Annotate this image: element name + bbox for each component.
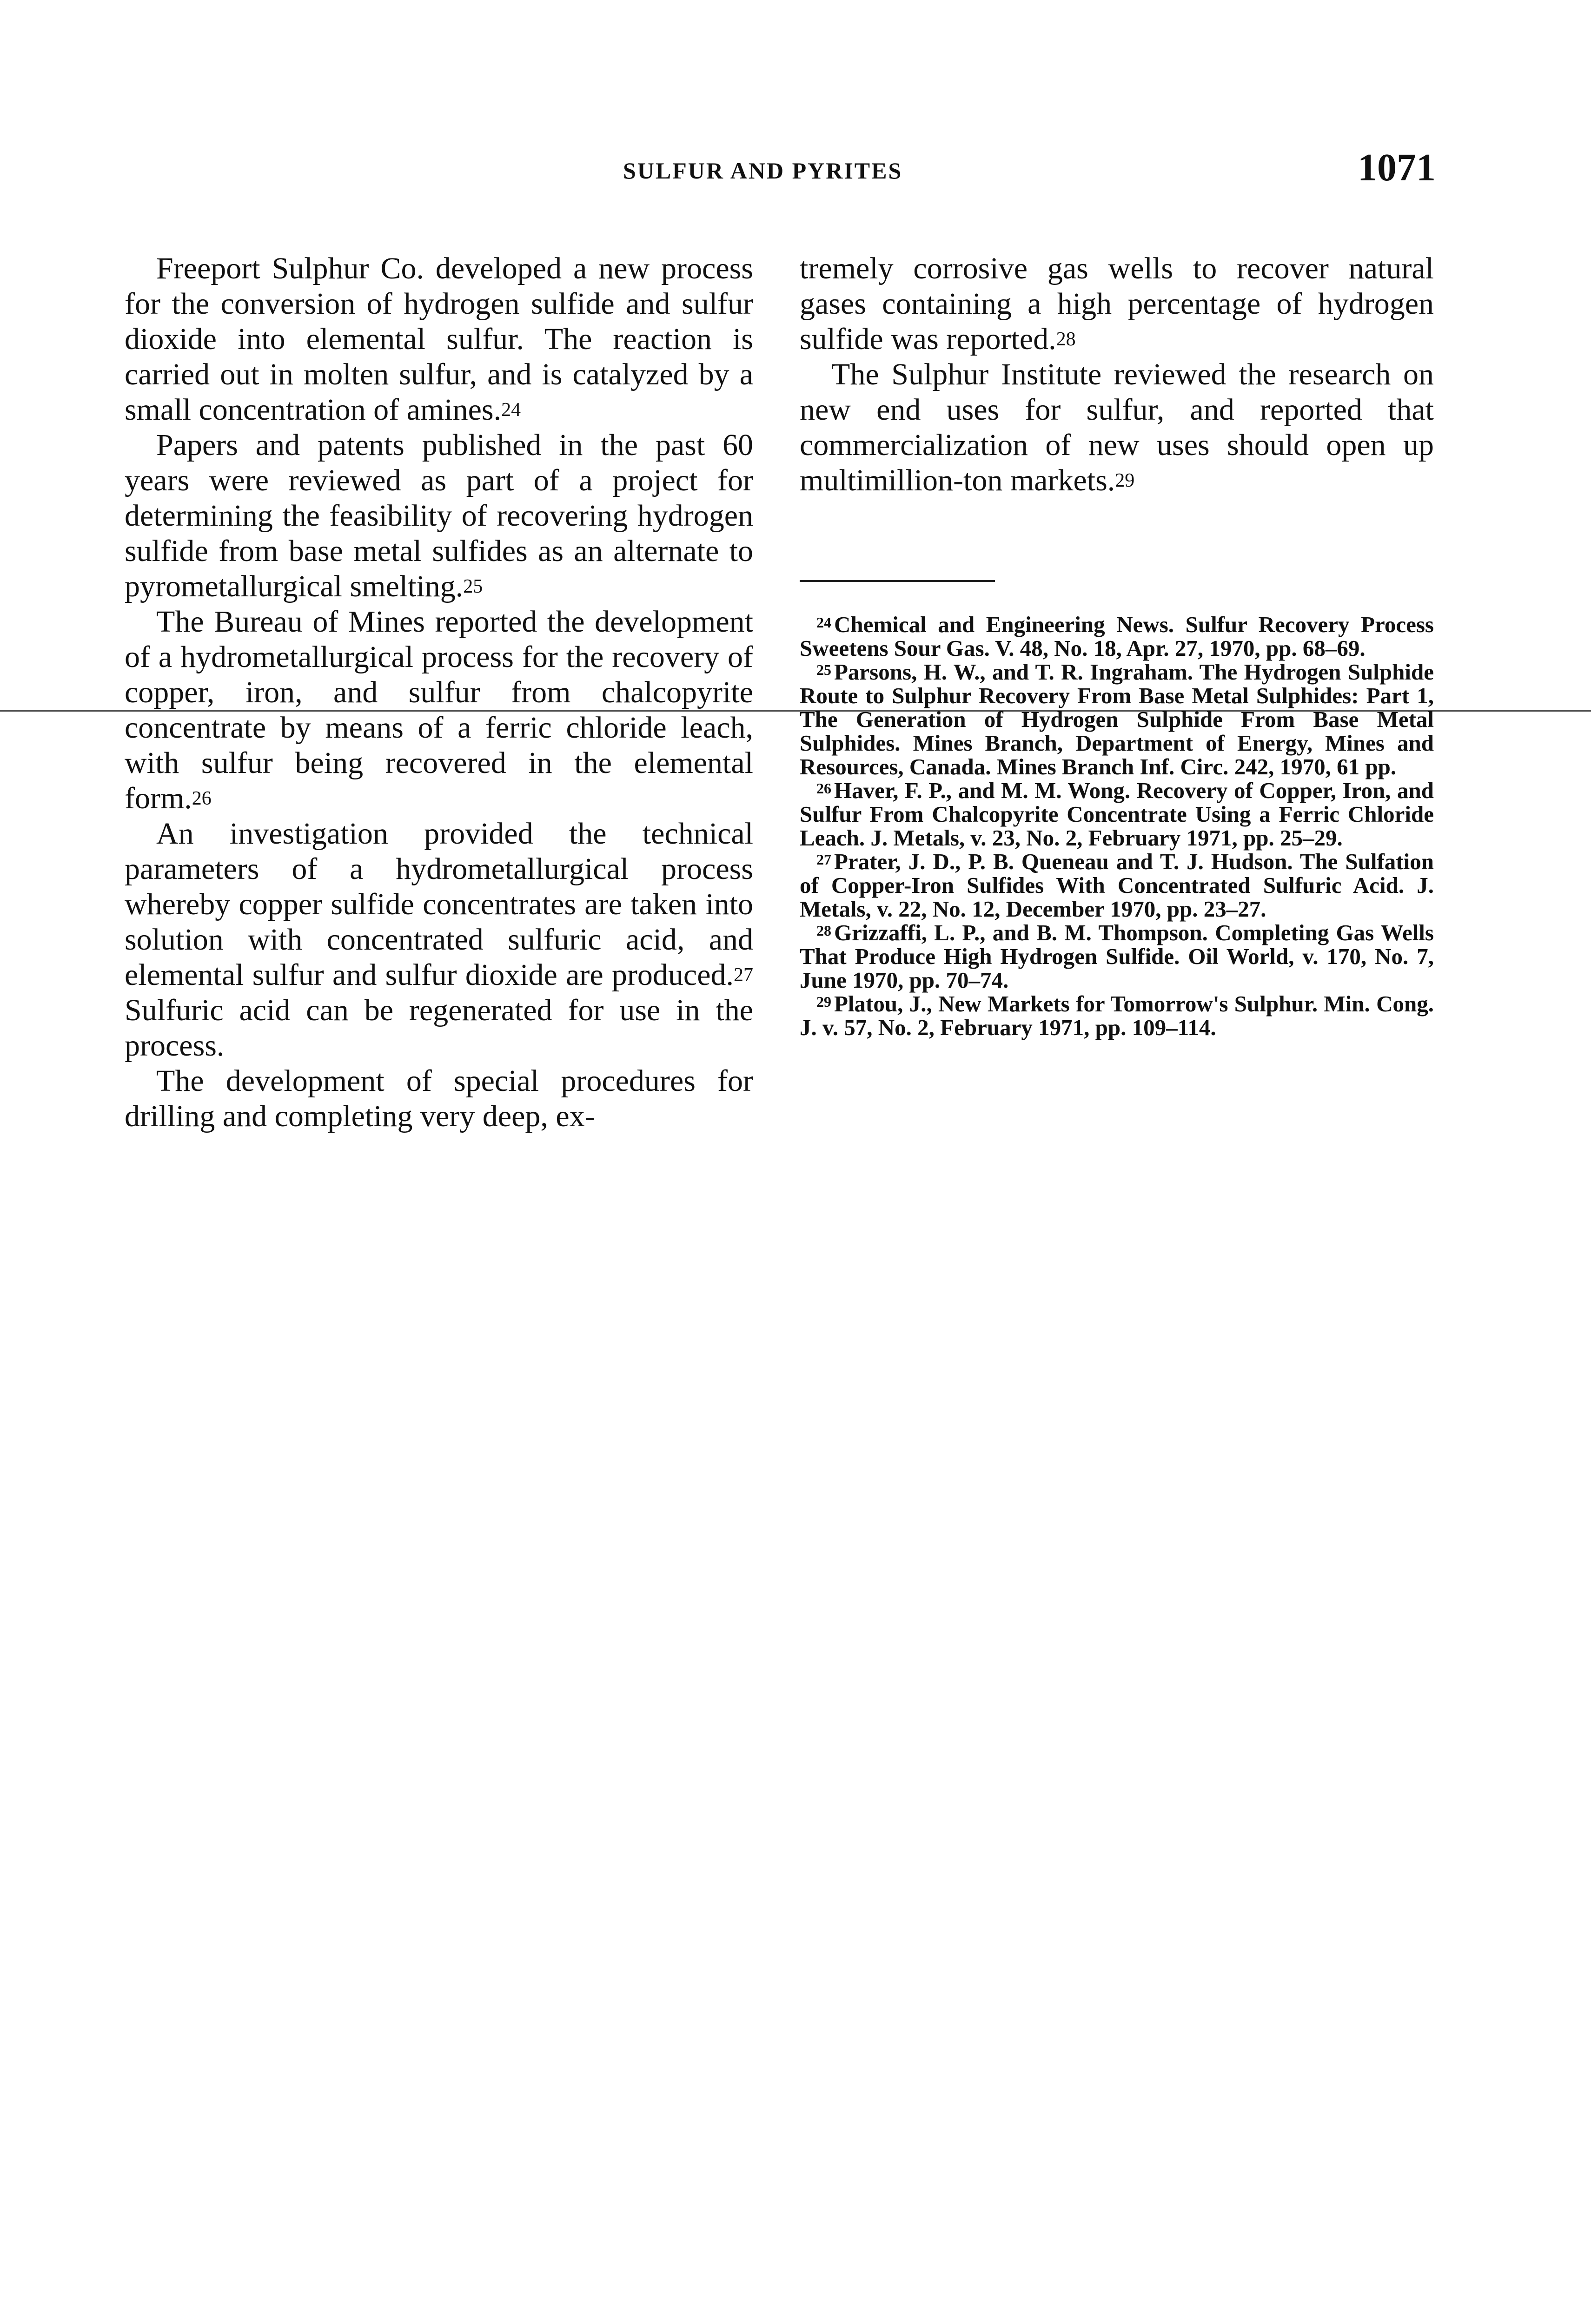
footnote-ref: 27 (734, 964, 753, 986)
footnote-number: 26 (816, 780, 831, 797)
paragraph-text: The Sulphur Institute reviewed the research on new end uses for sulfur, and reported that commercialization of new uses should open up multimillion-ton markets. (800, 357, 1434, 497)
footnotes (800, 613, 1434, 1039)
paragraph-drilling (125, 1063, 753, 1134)
footnote-number: 25 (816, 661, 831, 678)
footnote-text: Platou, J., New Markets for Tomorrow's Sulphur. Min. Cong. J. v. 57, No. 2, February 1971, pp. 109–114. (800, 991, 1434, 1040)
footnote-27 (800, 850, 1434, 921)
footnote-ref: 29 (1115, 470, 1135, 491)
paragraph-sulphur-institute (800, 357, 1434, 498)
footnote-rule (800, 580, 995, 582)
paragraph-text: Papers and patents published in the past 60 years were reviewed as part of a project for determining the feasibility of recovering hydrogen sulfide from base metal sulfides as an alternate to pyrometallurgical smelting. (125, 428, 753, 603)
footnote-ref: 24 (501, 399, 521, 421)
footnote-text: Grizzaffi, L. P., and B. M. Thompson. Completing Gas Wells That Produce High Hydrogen Sulfide. Oil World, v. 170, No. 7, June 1970, pp. 70–74. (800, 920, 1434, 993)
right-column (800, 251, 1434, 498)
footnote-ref: 28 (1056, 329, 1076, 350)
footnote-ref: 25 (463, 576, 483, 597)
page-number: 1071 (1358, 146, 1436, 189)
paragraph-gas-wells (800, 251, 1434, 357)
paragraph-freeport (125, 251, 753, 428)
paragraph-investigation (125, 816, 753, 1063)
footnote-text: Prater, J. D., P. B. Queneau and T. J. Hudson. The Sulfation of Copper-Iron Sulfides With Concentrated Sulfuric Acid. J. Metals, v. 22, No. 12, December 1970, pp. 23–27. (800, 849, 1434, 922)
footnote-text: Parsons, H. W., and T. R. Ingraham. The Hydrogen Sulphide Route to Sulphur Recovery From Base Metal Sulphides: Part 1, The Generation of Hydrogen Sulphide From Base Metal Sulphides. Mines Branch, Department of Energy, Mines and Resources, Canada. Mines Branch Inf. Circ. 242, 1970, 61 pp. (800, 659, 1434, 779)
footnote-24 (800, 613, 1434, 660)
footnote-28 (800, 921, 1434, 992)
running-head: SULFUR AND PYRITES (623, 158, 903, 184)
footnote-number: 27 (816, 851, 831, 868)
footnote-text: Haver, F. P., and M. M. Wong. Recovery of Copper, Iron, and Sulfur From Chalcopyrite Concentrate Using a Ferric Chloride Leach. J. Metals, v. 23, No. 2, February 1971, pp. 25–29. (800, 778, 1434, 851)
paragraph-text: tremely corrosive gas wells to recover natural gases containing a high percentage of hydrogen sulfide was reported. (800, 251, 1434, 356)
paragraph-text: The Bureau of Mines reported the development of a hydrometallurgical process for the recovery of copper, iron, and sulfur from chalcopyrite concentrate by means of a ferric chloride leach, with sulfur being recovered in the elemental form. (125, 605, 753, 815)
paragraph-text: An investigation provided the technical parameters of a hydrometallurgical process whereby copper sulfide concentrates are taken into solution with concentrated sulfuric acid, and elemental sulfur and sulfur dioxide are produced. (125, 817, 753, 992)
footnote-29 (800, 992, 1434, 1039)
paragraph-text: Freeport Sulphur Co. developed a new process for the conversion of hydrogen sulfide and sulfur dioxide into elemental sulfur. The reaction is carried out in molten sulfur, and is catalyzed by a small concentration of amines. (125, 251, 753, 427)
footnote-ref: 26 (192, 788, 212, 809)
footnote-number: 28 (816, 922, 831, 939)
footnote-number: 24 (816, 614, 831, 631)
paragraph-papers-patents (125, 428, 753, 604)
footnote-26 (800, 779, 1434, 850)
footnote-25 (800, 660, 1434, 779)
footnote-number: 29 (816, 993, 831, 1010)
paragraph-text: Sulfuric acid can be regenerated for use in the process. (125, 993, 753, 1063)
paragraph-text: The development of special procedures for drilling and completing very deep, ex- (125, 1064, 753, 1133)
footnote-text: Chemical and Engineering News. Sulfur Recovery Process Sweetens Sour Gas. V. 48, No. 18, Apr. 27, 1970, pp. 68–69. (800, 612, 1434, 661)
left-column (125, 251, 753, 1134)
